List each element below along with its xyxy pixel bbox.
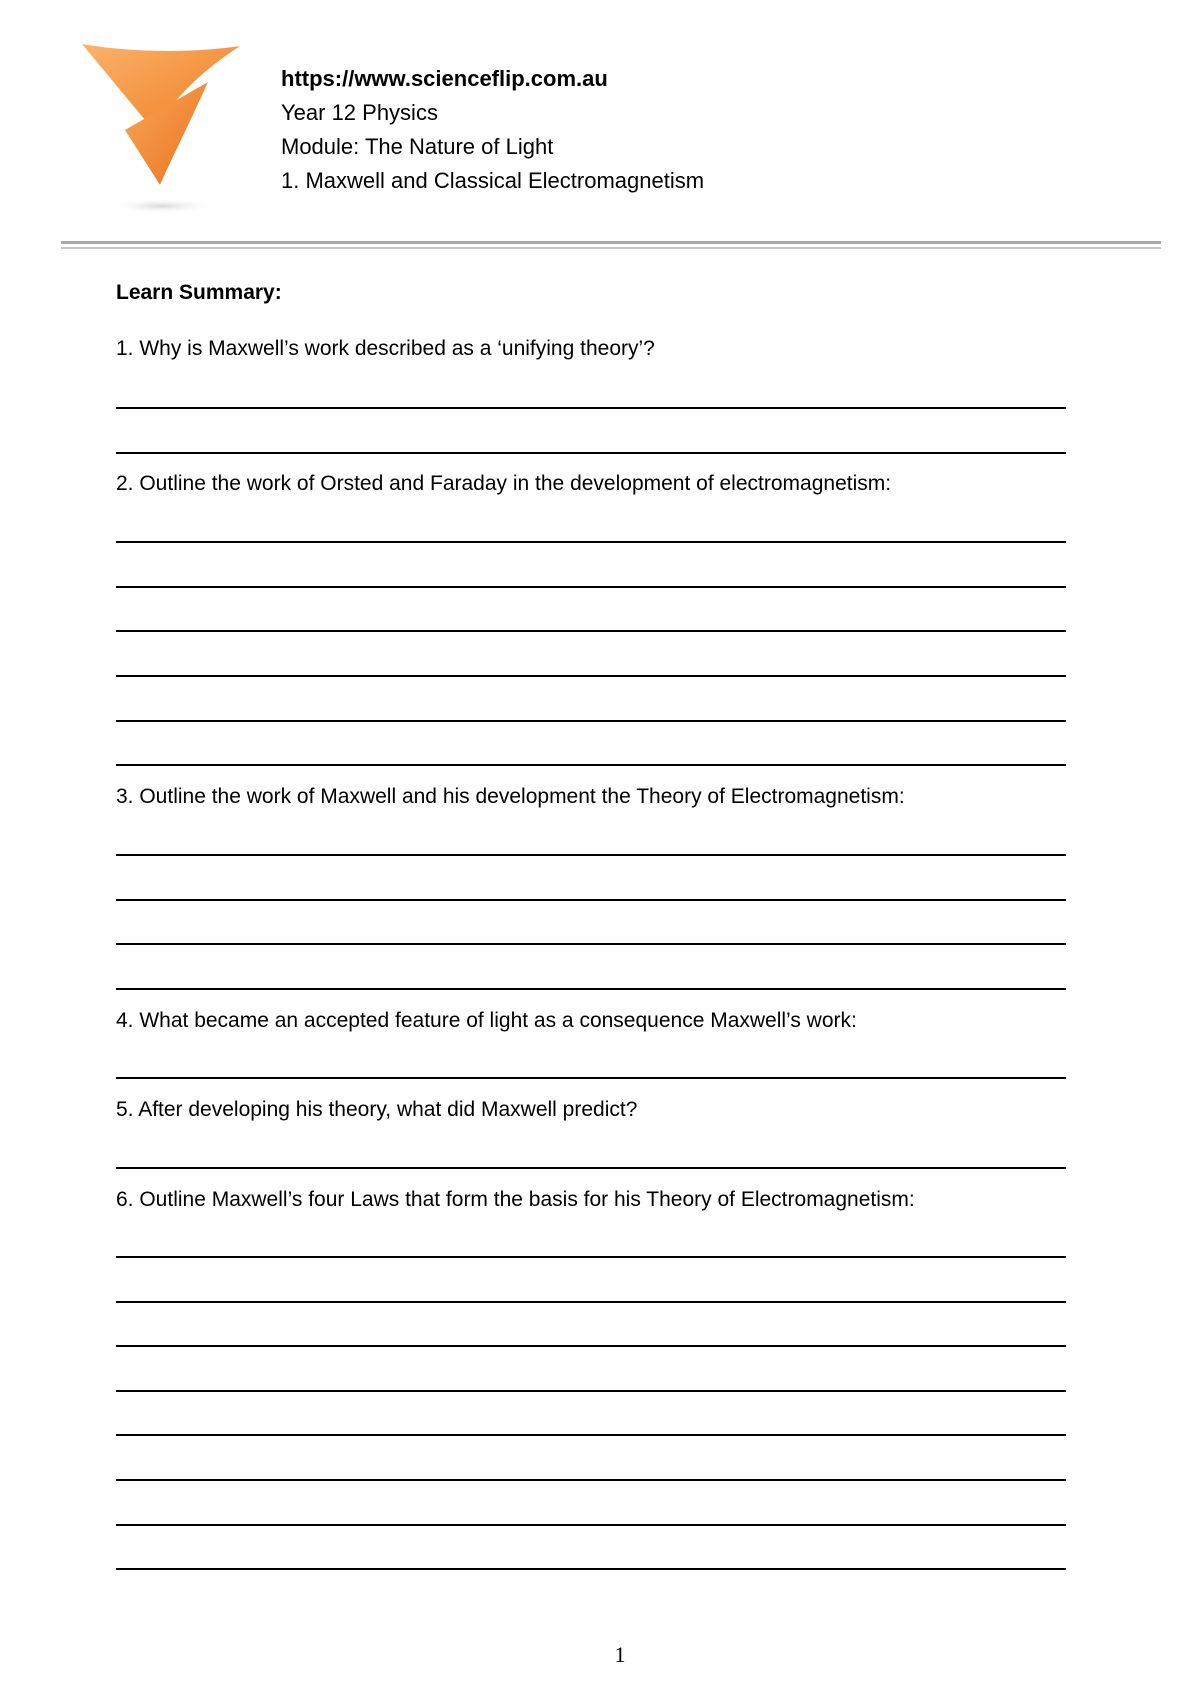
answer-line	[116, 1077, 1066, 1079]
answer-line	[116, 720, 1066, 722]
course-name: Year 12 Physics	[281, 100, 438, 125]
answer-line	[116, 943, 1066, 945]
page-number: 1	[614, 1642, 626, 1667]
answer-line	[116, 452, 1066, 454]
answer-line	[116, 407, 1066, 409]
answer-line	[116, 1256, 1066, 1258]
document-header	[281, 62, 704, 198]
answer-line	[116, 1434, 1066, 1436]
answer-line	[116, 630, 1066, 632]
question-6: 6. Outline Maxwell’s four Laws that form the basis for his Theory of Electromagnetism:	[116, 1188, 915, 1211]
topic-title: 1. Maxwell and Classical Electromagnetism	[281, 168, 705, 193]
answer-line	[116, 586, 1066, 588]
section-title: Learn Summary:	[116, 281, 282, 304]
question-4: 4. What became an accepted feature of light as a consequence Maxwell’s work:	[116, 1009, 857, 1032]
header-divider-lower	[61, 247, 1161, 249]
answer-line	[116, 541, 1066, 543]
question-3: 3. Outline the work of Maxwell and his development the Theory of Electromagnetism:	[116, 785, 905, 808]
answer-line	[116, 988, 1066, 990]
answer-line	[116, 1390, 1066, 1392]
scienceflip-logo-icon	[80, 42, 250, 222]
answer-line	[116, 1345, 1066, 1347]
question-5: 5. After developing his theory, what did Maxwell predict?	[116, 1098, 638, 1121]
answer-line	[116, 764, 1066, 766]
answer-line	[116, 1167, 1066, 1169]
question-1: 1. Why is Maxwell’s work described as a ‘unifying theory’?	[116, 337, 655, 360]
answer-line	[116, 854, 1066, 856]
answer-line	[116, 1568, 1066, 1570]
answer-line	[116, 675, 1066, 677]
answer-line	[116, 1479, 1066, 1481]
website-url: https://www.scienceflip.com.au	[281, 66, 608, 91]
answer-line	[116, 1524, 1066, 1526]
answer-line	[116, 899, 1066, 901]
header-divider	[61, 241, 1161, 244]
module-name: Module: The Nature of Light	[281, 134, 554, 159]
question-2: 2. Outline the work of Orsted and Faraday in the development of electromagnetism:	[116, 472, 892, 495]
answer-line	[116, 1301, 1066, 1303]
